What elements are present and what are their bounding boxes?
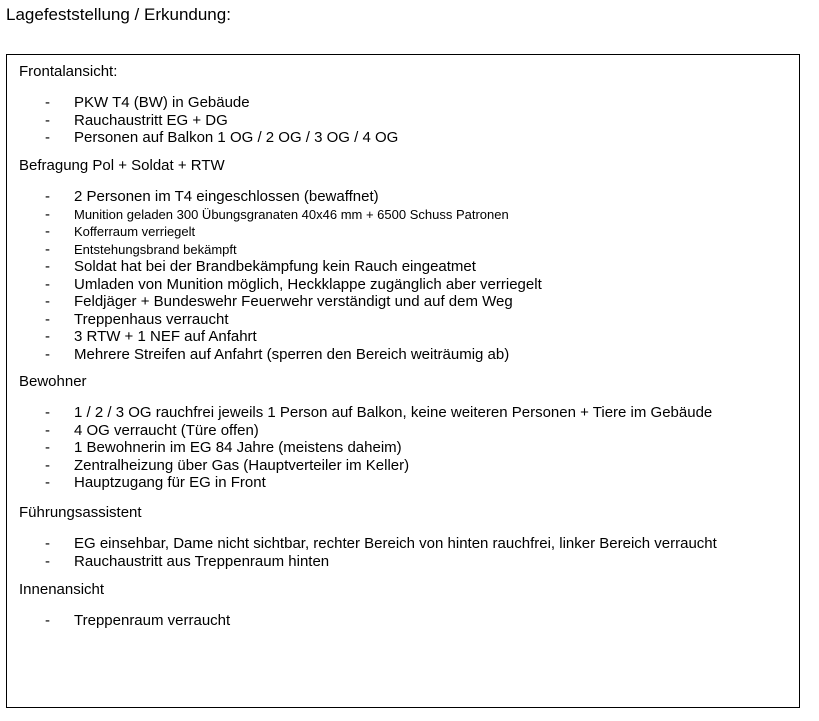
section-heading: Frontalansicht: <box>19 63 118 80</box>
list-item-text: PKW T4 (BW) in Gebäude <box>74 94 250 111</box>
list-item <box>19 311 791 329</box>
bullet-dash: - <box>45 205 50 223</box>
list-item-text: Soldat hat bei der Brandbekämpfung kein Rauch eingeatmet <box>74 258 476 275</box>
list-item-text: Treppenraum verraucht <box>74 612 231 629</box>
section-innenansicht <box>19 581 791 630</box>
list-item <box>19 293 791 311</box>
list-item <box>19 535 791 553</box>
list-item <box>19 206 791 224</box>
section-heading: Bewohner <box>19 373 87 390</box>
item-list <box>19 535 791 570</box>
bullet-dash: - <box>45 275 50 293</box>
list-item <box>19 404 791 422</box>
section-heading: Befragung Pol + Soldat + RTW <box>19 157 225 174</box>
section-befragung <box>19 157 791 363</box>
bullet-dash: - <box>45 612 50 629</box>
bullet-dash: - <box>45 345 50 363</box>
list-item-text: Rauchaustritt EG + DG <box>74 111 228 129</box>
bullet-dash: - <box>45 94 50 111</box>
list-item-text: Feldjäger + Bundeswehr Feuerwehr verständigt und auf dem Weg <box>74 293 513 310</box>
list-item-text: Personen auf Balkon 1 OG / 2 OG / 3 OG / 4 OG <box>74 129 399 146</box>
list-item-text: Mehrere Streifen auf Anfahrt (sperren den Bereich weiträumig ab) <box>74 345 510 363</box>
list-item <box>19 258 791 276</box>
bullet-dash: - <box>45 223 50 240</box>
bullet-dash: - <box>45 293 50 310</box>
list-item <box>19 474 791 492</box>
bullet-dash: - <box>45 240 50 258</box>
bullet-dash: - <box>45 111 50 129</box>
bullet-dash: - <box>45 535 50 552</box>
list-item <box>19 346 791 364</box>
section-frontalansicht <box>19 63 791 147</box>
page-title: Lagefeststellung / Erkundung: <box>6 5 231 24</box>
list-item-text: 1 Bewohnerin im EG 84 Jahre (meistens daheim) <box>74 439 402 456</box>
bullet-dash: - <box>45 310 50 328</box>
list-item <box>19 223 791 241</box>
bullet-dash: - <box>45 188 50 205</box>
item-list <box>19 188 791 363</box>
list-item <box>19 241 791 259</box>
list-item-text: EG einsehbar, Dame nicht sichtbar, rechter Bereich von hinten rauchfrei, linker Bereich verraucht <box>74 535 717 552</box>
list-item-text: Munition geladen 300 Übungsgranaten 40x46 mm + 6500 Schuss Patronen <box>74 206 509 222</box>
list-item-text: 1 / 2 / 3 OG rauchfrei jeweils 1 Person auf Balkon, keine weiteren Personen + Tiere im Gebäude <box>74 404 713 421</box>
section-heading: Innenansicht <box>19 581 105 598</box>
list-item-text: 3 RTW + 1 NEF auf Anfahrt <box>74 328 257 345</box>
item-list <box>19 612 791 630</box>
list-item-text: Kofferraum verriegelt <box>74 224 196 239</box>
list-item <box>19 612 791 630</box>
item-list <box>19 94 791 147</box>
list-item-text: Umladen von Munition möglich, Heckklappe zugänglich aber verriegelt <box>74 275 542 293</box>
bullet-dash: - <box>45 404 50 421</box>
bullet-dash: - <box>45 258 50 275</box>
bullet-dash: - <box>45 439 50 456</box>
bullet-dash: - <box>45 474 50 491</box>
list-item <box>19 112 791 130</box>
bullet-dash: - <box>45 129 50 146</box>
section-fuehrungsassistent <box>19 504 791 570</box>
list-item-text: Rauchaustritt aus Treppenraum hinten <box>74 552 330 570</box>
list-item <box>19 457 791 475</box>
item-list <box>19 404 791 492</box>
bullet-dash: - <box>45 552 50 570</box>
list-item-text: Zentralheizung über Gas (Hauptverteiler im Keller) <box>74 456 410 474</box>
list-item <box>19 188 791 206</box>
section-bewohner <box>19 373 791 492</box>
list-item <box>19 422 791 440</box>
bullet-dash: - <box>45 328 50 345</box>
content-box <box>6 54 800 708</box>
bullet-dash: - <box>45 456 50 474</box>
list-item <box>19 129 791 147</box>
list-item <box>19 328 791 346</box>
list-item-text: 2 Personen im T4 eingeschlossen (bewaffnet) <box>74 188 379 205</box>
list-item-text: Treppenhaus verraucht <box>74 310 229 328</box>
list-item-text: Hauptzugang für EG in Front <box>74 474 266 491</box>
section-heading: Führungsassistent <box>19 504 142 521</box>
list-item-text: Entstehungsbrand bekämpft <box>74 241 237 257</box>
list-item <box>19 94 791 112</box>
list-item-text: 4 OG verraucht (Türe offen) <box>74 421 259 439</box>
list-item <box>19 276 791 294</box>
bullet-dash: - <box>45 421 50 439</box>
list-item <box>19 553 791 571</box>
list-item <box>19 439 791 457</box>
